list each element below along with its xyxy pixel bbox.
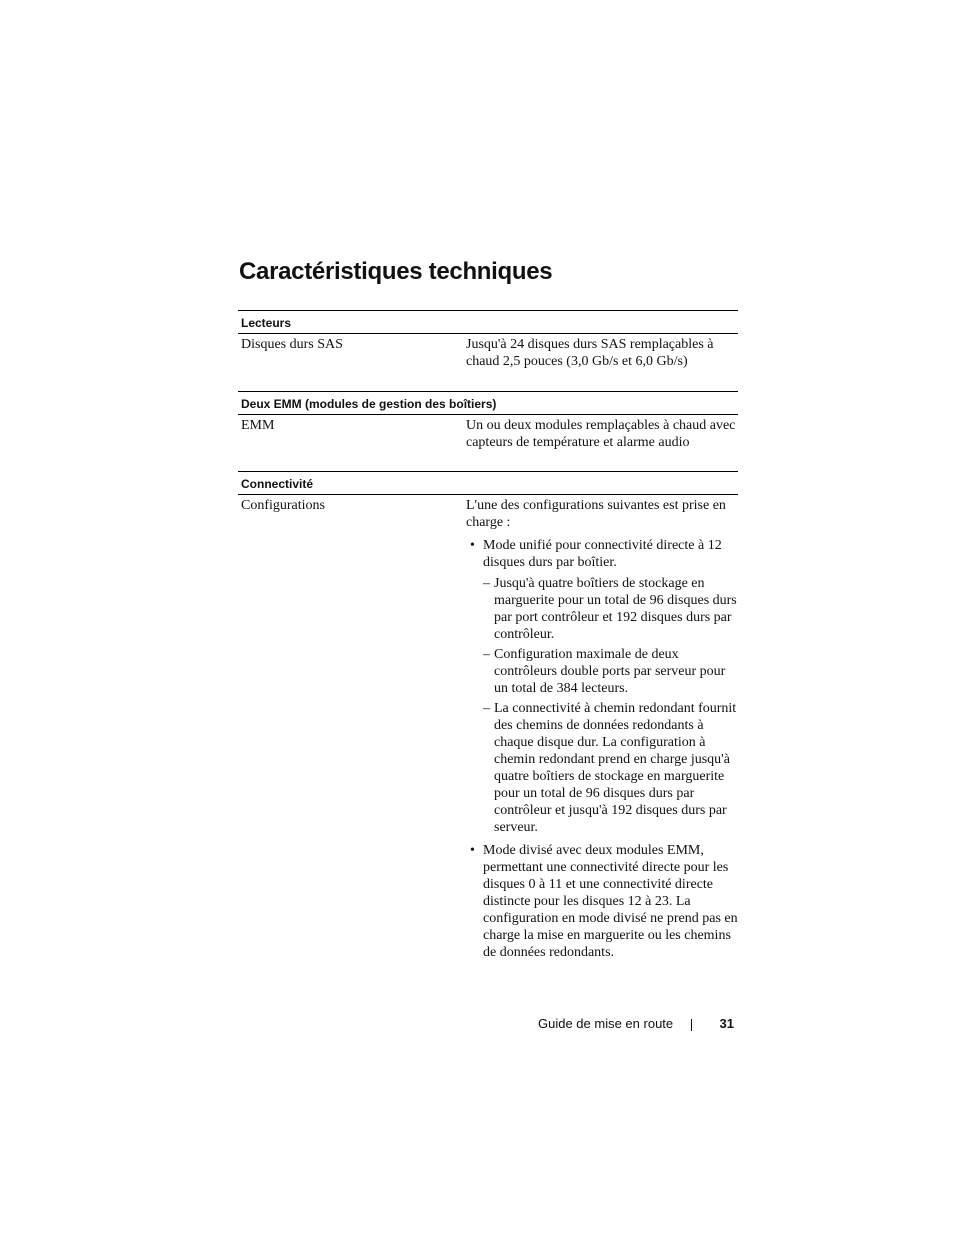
spec-table [238, 310, 738, 967]
list-item [466, 537, 738, 836]
spec-value [466, 497, 738, 967]
list-item: – Configuration maximale de deux contrôleurs double ports par serveur pour un total de 384 lecteurs. [483, 646, 738, 697]
list-item: – La connectivité à chemin redondant fournit des chemins de données redondants à chaque disque dur. La configuration à chemin redondant prend en charge jusqu'à quatre boîtiers de stockage en marguerite pour un total de 96 disques durs par contrôleur et jusqu'à 192 disques durs par serveur. [483, 700, 738, 836]
config-bullet-list [466, 537, 738, 961]
spec-value: Un ou deux modules remplaçables à chaud avec capteurs de température et alarme audio [466, 418, 736, 450]
footer-separator [691, 1019, 692, 1031]
spec-value: Jusqu'à 24 disques durs SAS remplaçables à chaud 2,5 pouces (3,0 Gb/s et 6,0 Gb/s) [466, 337, 714, 369]
config-sub-list [483, 575, 738, 836]
page-title: Caractéristiques techniques [239, 258, 553, 285]
spec-row-disques-durs [238, 334, 738, 391]
page-number: 31 [719, 1016, 734, 1031]
list-item [466, 842, 738, 961]
spec-label: Configurations [241, 498, 325, 513]
bullet-text: Mode divisé avec deux modules EMM, permettant une connectivité directe pour les disques 0 à 11 et une connectivité directe distincte pour les disques 12 à 23. La configuration en mode divisé ne prend pas en charge la mise en marguerite ou les chemins de données redondants. [483, 843, 738, 960]
footer-title: Guide de mise en route [538, 1016, 674, 1031]
spec-row-configurations [238, 495, 738, 967]
spec-label: Disques durs SAS [241, 337, 343, 352]
bullet-text: Mode unifié pour connectivité directe à 12 disques durs par boîtier. [483, 538, 722, 570]
section-header-emm: Deux EMM (modules de gestion des boîtiers) [238, 391, 738, 415]
section-header-lecteurs: Lecteurs [238, 310, 738, 334]
section-header-connectivite: Connectivité [238, 471, 738, 495]
list-item: – Jusqu'à quatre boîtiers de stockage en marguerite pour un total de 96 disques durs par port contrôleur et 192 disques durs par contrôleur. [483, 575, 738, 643]
config-intro: L'une des configurations suivantes est prise en charge : [466, 498, 726, 530]
spec-label: EMM [241, 418, 275, 433]
spec-row-emm [238, 415, 738, 471]
